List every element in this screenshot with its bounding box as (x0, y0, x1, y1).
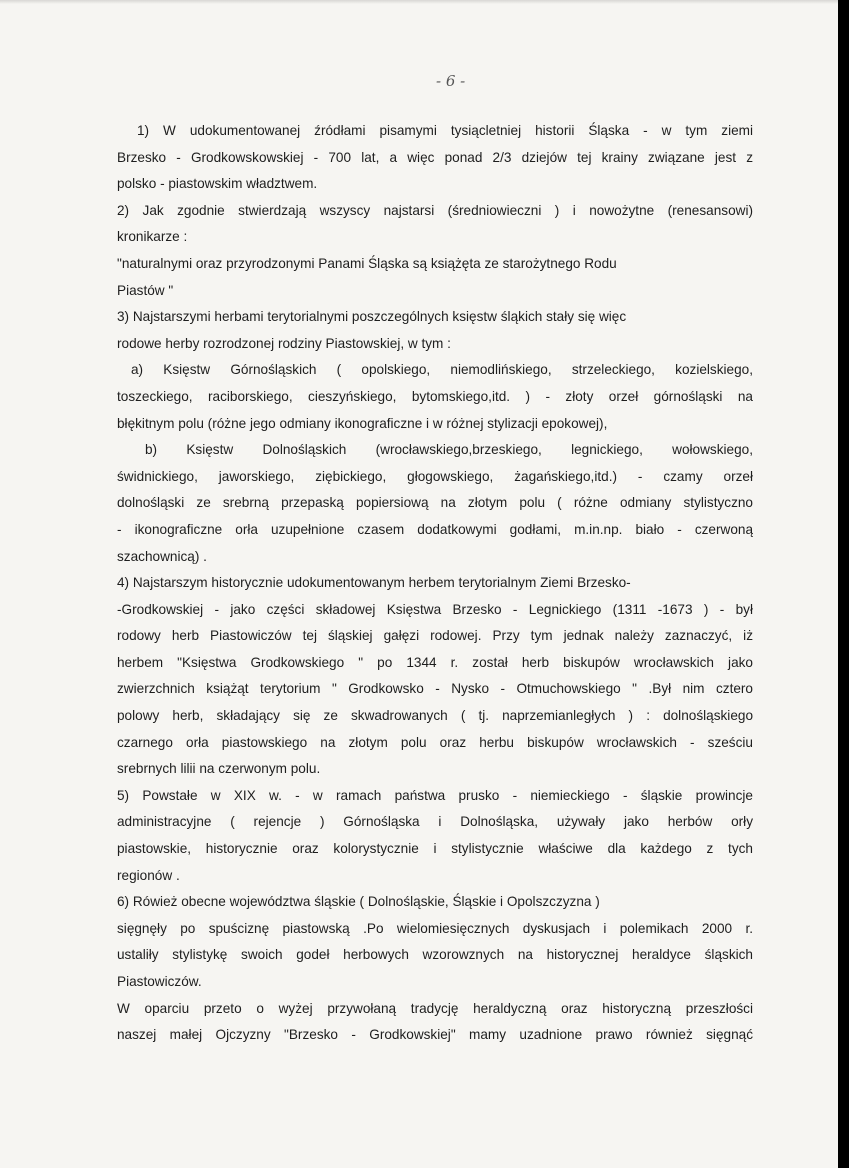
text-line: 6) Rówież obecne województwa śląskie ( Dolnośląskie, Śląskie i Opolszczyzna ) (117, 894, 600, 910)
text-line: Piastów " (117, 282, 174, 298)
text-line: administracyjne ( rejencje ) Górnośląska i Dolnośląska, używały jako herbów orły (117, 814, 753, 830)
text-line: 5) Powstałe w XIX w. - w ramach państwa prusko - niemieckiego - śląskie prowincje (117, 787, 753, 803)
text-line: błękitnym polu (różne jego odmiany ikonograficzne i w różnej stylizacji epokowej), (117, 415, 608, 431)
text-line: naszej małej Ojczyzny "Brzesko - Grodkowskiej" mamy uzadnione prawo również sięgnąć (117, 1027, 753, 1043)
text-line: Brzesko - Grodkowskowskiej - 700 lat, a więc ponad 2/3 dziejów tej krainy związane jest z (117, 149, 753, 165)
text-line: kronikarze : (117, 229, 188, 245)
text-line: herbem "Księstwa Grodkowskiego " po 1344 r. został herb biskupów wrocławskich jako (117, 654, 753, 670)
text-line: ustaliły stylistykę swoich godeł herbowych wzorowznych na historycznej heraldyce śląskich (117, 947, 753, 963)
text-line: regionów . (117, 867, 180, 883)
text-line: b) Księstw Dolnośląskich (wrocławskiego,brzeskiego, legnickiego, wołowskiego, (145, 442, 753, 458)
text-line: rodowe herby rozrodzonej rodziny Piastowskiej, w tym : (117, 335, 451, 351)
text-line: W oparciu przeto o wyżej przywołaną tradycję heraldyczną oraz historyczną przeszłości (117, 1000, 753, 1016)
page-number: - 6 - (436, 72, 466, 90)
text-line: 1) W udokumentowanej źródłami pisamymi tysiącletniej historii Śląska - w tym ziemi (137, 123, 753, 138)
text-line: 2) Jak zgodnie stwierdzają wszyscy najstarsi (średniowieczni ) i nowożytne (renesansowi) (117, 202, 753, 218)
text-line: czarnego orła piastowskiego na złotym polu oraz herbu biskupów wrocławskich - sześciu (117, 734, 753, 750)
text-line: srebrnych lilii na czerwonym polu. (117, 761, 321, 777)
text-line: -Grodkowskiej - jako części składowej Księstwa Brzesko - Legnickiego (1311 -1673 ) - był (117, 601, 753, 617)
text-line: polsko - piastowskim władztwem. (117, 176, 318, 192)
body-text (117, 118, 753, 1049)
text-line: piastowskie, historycznie oraz kolorystycznie i stylistycznie właściwe dla każdego z tych (117, 841, 753, 857)
text-line: - ikonograficzne orła uzupełnione czasem dodatkowymi godłami, m.in.np. biało - czerwoną (117, 521, 753, 537)
text-line: a) Księstw Górnośląskich ( opolskiego, niemodlińskiego, strzeleckiego, kozielskiego, (131, 362, 753, 378)
text-line: 4) Najstarszym historycznie udokumentowanym herbem terytorialnym Ziemi Brzesko- (117, 575, 631, 591)
text-line: dolnośląski ze srebrną przepaską popiersiową na złotym polu ( różne odmiany stylistyczno (117, 495, 753, 511)
text-line: zwierzchnich książąt terytorium " Grodkowsko - Nysko - Otmuchowskiego " .Był nim cztero (117, 681, 753, 697)
text-line: "naturalnymi oraz przyrodzonymi Panami Śląska są książęta ze starożytnego Rodu (117, 255, 617, 271)
text-line: Piastowiczów. (117, 974, 202, 989)
scan-shadow (0, 0, 838, 4)
text-line: rodowy herb Piastowiczów tej śląskiej gałęzi rodowej. Przy tym jednak należy zaznaczyć, iż (117, 628, 753, 644)
text-line: szachownicą) . (117, 548, 207, 564)
text-line: polowy herb, składający się ze skwadrowanych ( tj. naprzemianległych ) : dolnośląskiego (117, 708, 753, 724)
text-line: świdnickiego, jaworskiego, ziębickiego, głogowskiego, żagańskiego,itd.) - czamy orzeł (117, 468, 753, 484)
text-line: 3) Najstarszymi herbami terytorialnymi poszczególnych księstw śląkich stały się więc (117, 309, 627, 325)
text-line: sięgnęły po spuściznę piastowską .Po wielomiesięcznych dyskusjach i polemikach 2000 r. (117, 920, 753, 936)
scan-edge (838, 0, 849, 1168)
text-line: toszeckiego, raciborskiego, cieszyńskiego, bytomskiego,itd. ) - złoty orzeł górnośląski na (117, 388, 753, 404)
